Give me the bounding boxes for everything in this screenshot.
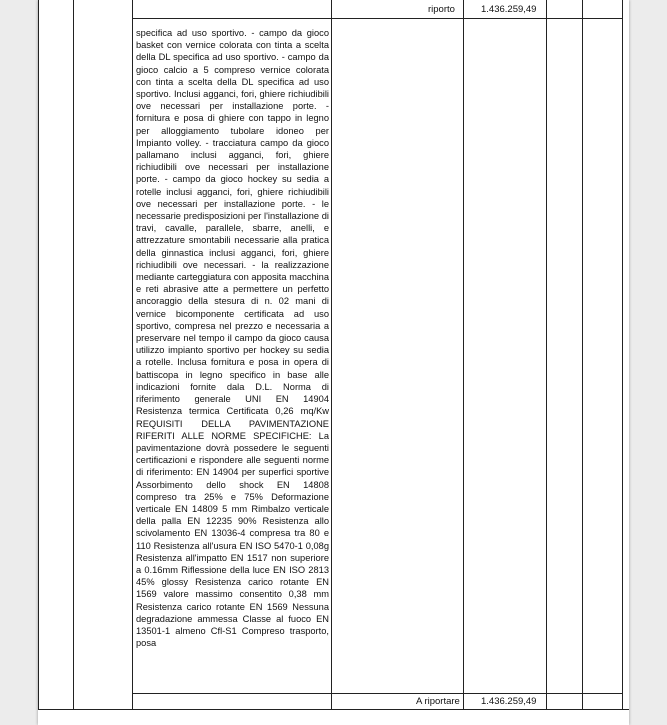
column-divider bbox=[331, 0, 332, 709]
footer-rule bbox=[132, 693, 623, 694]
carry-in-label: riporto bbox=[428, 4, 455, 15]
document-page bbox=[38, 0, 629, 725]
carry-in-amount: 1.436.259,49 bbox=[481, 4, 537, 15]
column-divider bbox=[546, 0, 547, 709]
carry-out-amount: 1.436.259,49 bbox=[481, 696, 537, 707]
item-description: specifica ad uso sportivo. - campo da gioco basket con vernice colorata con tinta a scelta della DL specifica ad uso sportivo. - campo da gioco calcio a 5 compreso vernice colorata con tinta a scelta della DL specifica ad uso sportivo. Inclusi agganci, fori, ghiere richiudibili ove necessari per installazione porte. - fornitura e posa di ghiere con tappo in legno per alloggiamento tubolare idoneo per Impianto volley. - tracciatura campo da gioco pallamano inclusi agganci, fori, ghiere richiudibili ove necessari per installazione porte. - campo da gioco hockey su sedia a rotelle inclusi agganci, fori, ghiere richiudibili ove necessari per installazione porte. - le necessarie predisposizioni per l'installazione di travi, cavalle, parallele, sbarre, anelli, e attrezzature smontabili necessarie alla pratica della ginnastica inclusi agganci, fori, ghiere richiudibili ove necessari. - la realizzazione mediante carteggiatura con apposita macchina e reti abrasive atte a permettere un perfetto ancoraggio della stesura di n. 02 mani di vernice bicomponente certificata ad uso sportivo, compresa nel prezzo e necessaria a preservare nel tempo il campo da gioco causa utilizzo impianto sportivo per hockey su sedia a rotelle. Inclusa fornitura e posa in opera di battiscopa in legno specifico in base alle indicazioni fornite dala D.L. Norma di riferimento generale UNI EN 14904 Resistenza termica Certificata 0,26 mq/Kw REQUISITI DELLA PAVIMENTAZIONE RIFERITI ALLE NORME SPECIFICHE: La pavimentazione dovrà possedere le seguenti certificazioni e rispondere alle seguenti norme di riferimento: EN 14904 per superfici sportive Assorbimento dello shock EN 14808 compreso tra 25% e 75% Deformazione verticale EN 14809 5 mm Rimbalzo verticale della palla EN 12235 90% Resistenza allo scivolamento EN 13036-4 compresa tra 80 e 110 Resistenza all'usura EN ISO 5470-1 0,08g Resistenza all'impatto EN 1517 non superiore a 0.16mm Riflessione della luce EN ISO 2813 45% glossy Resistenza carico rotante EN 1569 valore massimo consentito 0,38 mm Resistenza carico rotante EN 1569 Nessuna degradazione ammessa Classe al fuoco EN 13501-1 almeno Cfl-S1 Compreso trasporto, posa bbox=[136, 28, 329, 649]
header-rule bbox=[132, 18, 623, 19]
column-divider bbox=[582, 0, 583, 709]
carry-out-label: A riportare bbox=[416, 696, 460, 707]
column-divider bbox=[73, 0, 74, 709]
column-divider bbox=[132, 0, 133, 709]
column-divider bbox=[463, 0, 464, 709]
estimate-table bbox=[38, 0, 629, 710]
column-divider bbox=[622, 0, 623, 709]
